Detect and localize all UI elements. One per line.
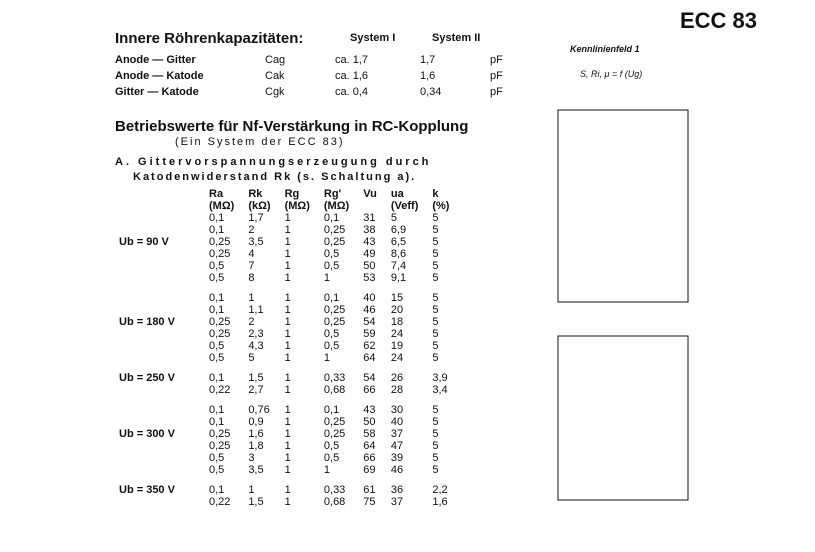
op-cell: 58 [363, 428, 376, 440]
op-cell: 0,25 [323, 304, 346, 316]
cap-row [115, 68, 520, 84]
op-cell: 66 [363, 384, 376, 396]
op-cell: 1 [284, 372, 291, 384]
ub-label: Ub = 300 V [119, 428, 175, 440]
op-cell: 0,1 [209, 372, 225, 384]
op-row [112, 212, 456, 224]
op-cell: 5 [432, 428, 439, 440]
op-cell: 1 [284, 416, 291, 428]
cap-unit: pF [490, 70, 503, 82]
op-cell: 5 [390, 212, 397, 224]
op-cell: 1 [284, 404, 291, 416]
op-cell: 1 [284, 212, 291, 224]
op-cell: 5 [432, 236, 439, 248]
op-cell: 18 [390, 316, 404, 328]
op-row [112, 316, 456, 328]
op-cell: 6,9 [390, 224, 407, 236]
op-cell: 1 [284, 484, 291, 496]
op-row [112, 484, 456, 496]
cap-sys2-label: System II [432, 32, 481, 44]
op-row [112, 304, 456, 316]
op-cell: 1 [284, 224, 291, 236]
op-cell: 4,3 [248, 340, 264, 352]
op-cell: 1 [323, 272, 331, 284]
op-col-header: Rg' [323, 188, 342, 200]
op-cell: 2,7 [248, 384, 264, 396]
section-a-line1: A. Gittervorspannungserzeugung durch [115, 156, 432, 168]
op-cell: 28 [390, 384, 404, 396]
op-cell: 0,5 [209, 260, 225, 272]
op-row [112, 272, 456, 284]
op-cell: 7,4 [390, 260, 407, 272]
op-cell: 15 [390, 292, 404, 304]
lower-panel [558, 336, 688, 500]
op-cell: 50 [363, 260, 376, 272]
op-cell: 3,5 [248, 236, 264, 248]
op-cell: 38 [363, 224, 376, 236]
op-cell: 0,1 [209, 416, 225, 428]
op-col-unit: (kΩ) [248, 200, 271, 212]
op-row [112, 428, 456, 440]
op-cell: 0,22 [209, 496, 231, 508]
ub-label: Ub = 180 V [119, 316, 175, 328]
op-cell: 0,1 [209, 304, 225, 316]
op-cell: 6,5 [390, 236, 407, 248]
op-cell: 54 [363, 316, 376, 328]
op-col-unit: (MΩ) [209, 200, 235, 212]
capacitance-heading: Innere Röhrenkapazitäten: [115, 30, 304, 47]
op-cell: 5 [432, 416, 439, 428]
cap-s2: 0,34 [420, 86, 442, 98]
op-cell: 19 [390, 340, 404, 352]
op-cell: 53 [363, 272, 376, 284]
op-cell: 24 [390, 328, 404, 340]
op-row [112, 236, 456, 248]
op-cell: 1 [248, 484, 255, 496]
op-row [112, 440, 456, 452]
op-cell: 1,8 [248, 440, 264, 452]
op-cell: 9,1 [390, 272, 407, 284]
op-cell: 59 [363, 328, 376, 340]
cap-row [115, 84, 520, 100]
cap-s1: ca. 1,7 [335, 54, 369, 66]
op-cell: 5 [432, 452, 439, 464]
op-cell: 5 [432, 304, 439, 316]
op-cell: 3,9 [432, 372, 448, 384]
op-cell: 2,2 [432, 484, 448, 496]
op-cell: 5 [432, 316, 439, 328]
op-cell: 0,25 [323, 316, 346, 328]
cap-sys1-label: System I [350, 32, 396, 44]
op-row [112, 328, 456, 340]
op-cell: 0,25 [209, 440, 231, 452]
op-cell: 7 [248, 260, 255, 272]
op-cell: 0,5 [209, 452, 225, 464]
characteristic-chart [520, 30, 755, 550]
op-cell: 1,7 [248, 212, 264, 224]
op-cell: 4 [248, 248, 255, 260]
op-row [112, 248, 456, 260]
op-cell: 1 [284, 272, 291, 284]
op-cell: 0,68 [323, 384, 346, 396]
op-row [112, 292, 456, 304]
op-col-header: Rk [248, 188, 263, 200]
op-cell: 46 [390, 464, 404, 476]
op-cell: 64 [363, 440, 376, 452]
op-row [112, 404, 456, 416]
ub-label: Ub = 90 V [119, 236, 169, 248]
op-cell: 5 [432, 340, 439, 352]
op-cell: 2 [248, 316, 255, 328]
op-header-row [112, 188, 456, 200]
op-row [112, 372, 456, 384]
op-cell: 0,9 [248, 416, 264, 428]
op-cell: 54 [363, 372, 376, 384]
op-cell: 1 [284, 428, 291, 440]
op-cell: 1 [284, 304, 291, 316]
op-cell: 1 [284, 452, 291, 464]
op-cell: 0,5 [209, 340, 225, 352]
op-cell: 0,1 [323, 212, 340, 224]
op-cell: 0,25 [323, 236, 346, 248]
op-cell: 26 [390, 372, 404, 384]
op-cell: 43 [363, 236, 376, 248]
op-cell: 5 [432, 248, 439, 260]
op-cell: 1,1 [248, 304, 264, 316]
op-cell: 1 [284, 340, 291, 352]
op-cell: 50 [363, 416, 376, 428]
op-cell: 0,1 [209, 484, 225, 496]
cap-row [115, 52, 520, 68]
op-cell: 3,5 [248, 464, 264, 476]
capacitance-table [115, 52, 520, 100]
op-cell: 0,25 [209, 328, 231, 340]
op-row [112, 464, 456, 476]
op-cell: 0,25 [209, 236, 231, 248]
op-cell: 37 [390, 496, 404, 508]
cap-s2: 1,7 [420, 54, 436, 66]
op-cell: 1 [284, 328, 291, 340]
op-cell: 1 [284, 440, 291, 452]
cap-s1: ca. 0,4 [335, 86, 369, 98]
ub-label: Ub = 350 V [119, 484, 175, 496]
section-a-line2: Katodenwiderstand Rk (s. Schaltung a). [133, 171, 417, 183]
op-cell: 5 [432, 212, 439, 224]
op-cell: 0,1 [209, 224, 225, 236]
op-row [112, 496, 456, 508]
cap-unit: pF [490, 54, 503, 66]
op-row [112, 352, 456, 364]
op-cell: 1,5 [248, 496, 264, 508]
cap-name: Anode — Gitter [115, 54, 196, 66]
op-cell: 1 [284, 384, 291, 396]
op-cell: 1 [284, 496, 291, 508]
op-cell: 39 [390, 452, 404, 464]
cap-name: Anode — Katode [115, 70, 204, 82]
cap-sym: Cag [265, 54, 286, 66]
op-cell: 3 [248, 452, 255, 464]
op-cell: 64 [363, 352, 376, 364]
op-cell: 43 [363, 404, 376, 416]
op-cell: 1 [284, 352, 291, 364]
op-cell: 5 [432, 260, 439, 272]
op-row [112, 340, 456, 352]
cap-unit: pF [490, 86, 503, 98]
op-cell: 0,25 [209, 316, 231, 328]
op-col-header: Ra [209, 188, 224, 200]
op-cell: 1,6 [432, 496, 448, 508]
op-cell: 0,25 [323, 428, 346, 440]
op-cell: 3,4 [432, 384, 448, 396]
op-cell: 1 [284, 260, 291, 272]
op-cell: 2,3 [248, 328, 264, 340]
op-cell: 5 [432, 352, 439, 364]
op-cell: 1 [284, 248, 291, 260]
chart-title: Kennlinienfeld 1 [570, 44, 640, 54]
op-cell: 5 [432, 328, 439, 340]
operating-sub: (Ein System der ECC 83) [175, 136, 345, 148]
op-cell: 66 [363, 452, 376, 464]
op-cell: 30 [390, 404, 404, 416]
op-cell: 75 [363, 496, 376, 508]
op-cell: 0,1 [323, 404, 340, 416]
op-col-header: Rg [284, 188, 300, 200]
cap-sym: Cak [265, 70, 285, 82]
op-cell: 5 [248, 352, 255, 364]
op-cell: 0,25 [323, 416, 346, 428]
op-cell: 0,25 [209, 248, 231, 260]
operating-heading: Betriebswerte für Nf-Verstärkung in RC-Kopplung [115, 118, 469, 135]
op-cell: 5 [432, 272, 439, 284]
op-cell: 0,33 [323, 372, 346, 384]
op-cell: 0,5 [323, 340, 340, 352]
op-cell: 1 [284, 236, 291, 248]
op-cell: 47 [390, 440, 404, 452]
op-cell: 0,5 [323, 328, 340, 340]
op-row [112, 416, 456, 428]
op-cell: 0,5 [323, 260, 340, 272]
op-cell: 5 [432, 440, 439, 452]
op-cell: 40 [390, 416, 404, 428]
op-cell: 24 [390, 352, 404, 364]
op-cell: 0,1 [209, 292, 225, 304]
op-cell: 8,6 [390, 248, 407, 260]
op-col-unit: (%) [432, 200, 450, 212]
op-cell: 0,5 [209, 272, 225, 284]
cap-s1: ca. 1,6 [335, 70, 369, 82]
op-col-header: ua [390, 188, 404, 200]
op-cell: 1 [323, 464, 331, 476]
op-cell: 0,5 [323, 452, 340, 464]
op-cell: 0,5 [323, 248, 340, 260]
op-cell: 1 [323, 352, 331, 364]
op-cell: 0,68 [323, 496, 346, 508]
cap-sym: Cgk [265, 86, 285, 98]
op-cell: 0,1 [209, 404, 225, 416]
op-cell: 20 [390, 304, 404, 316]
op-cell: 46 [363, 304, 376, 316]
op-col-header: k [432, 188, 439, 200]
cap-name: Gitter — Katode [115, 86, 199, 98]
tube-title: ECC 83 [680, 8, 758, 33]
op-cell: 1 [284, 464, 291, 476]
op-cell: 69 [363, 464, 376, 476]
cap-s2: 1,6 [420, 70, 436, 82]
op-cell: 1 [284, 316, 291, 328]
op-col-unit: (MΩ) [323, 200, 350, 212]
op-cell: 1 [284, 292, 291, 304]
ub-label: Ub = 250 V [119, 372, 175, 384]
op-row [112, 224, 456, 236]
op-cell: 40 [363, 292, 376, 304]
operating-table [112, 188, 456, 516]
op-cell: 5 [432, 464, 439, 476]
op-row [112, 384, 456, 396]
op-cell: 49 [363, 248, 376, 260]
op-cell: 5 [432, 224, 439, 236]
op-cell: 1,5 [248, 372, 264, 384]
op-cell: 0,76 [248, 404, 270, 416]
op-cell: 0,5 [323, 440, 340, 452]
op-row [112, 260, 456, 272]
op-cell: 0,25 [209, 428, 231, 440]
op-cell: 5 [432, 292, 439, 304]
op-cell: 36 [390, 484, 404, 496]
op-col-unit: (Veff) [390, 200, 419, 212]
upper-panel [558, 110, 688, 302]
op-cell: 1,6 [248, 428, 264, 440]
op-cell: 0,33 [323, 484, 346, 496]
op-cell: 0,25 [323, 224, 346, 236]
op-cell: 1 [248, 292, 255, 304]
op-cell: 0,1 [323, 292, 340, 304]
op-cell: 2 [248, 224, 255, 236]
op-col-unit [356, 200, 384, 212]
op-cell: 0,5 [209, 352, 225, 364]
op-col-unit: (MΩ) [284, 200, 310, 212]
op-cell: 0,22 [209, 384, 231, 396]
op-cell: 8 [248, 272, 255, 284]
op-cell: 61 [363, 484, 376, 496]
op-cell: 37 [390, 428, 404, 440]
op-cell: 0,5 [209, 464, 225, 476]
op-cell: 5 [432, 404, 439, 416]
op-row [112, 452, 456, 464]
op-cell: 31 [363, 212, 376, 224]
op-col-header: Vu [363, 188, 377, 200]
op-cell: 62 [363, 340, 376, 352]
chart-subtitle: S, Ri, μ = f (Ug) [580, 69, 643, 79]
op-cell: 0,1 [209, 212, 225, 224]
